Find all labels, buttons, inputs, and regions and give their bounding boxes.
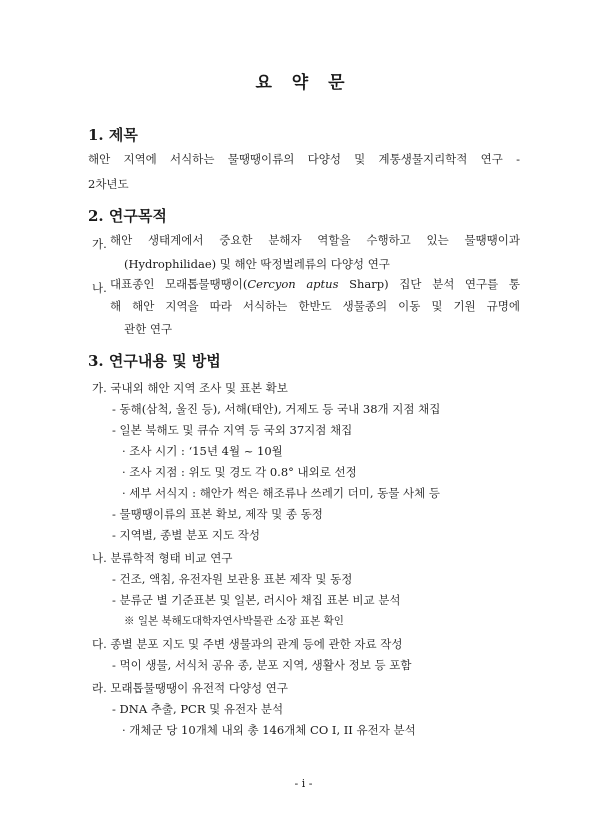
list-item-line [110,273,520,295]
list-item-line: 관한 연구 [124,322,173,336]
section-1-body-line: 2차년도 [88,177,129,191]
section-1-body-line: 해안 지역에 서식하는 물땡땡이류의 다양성 및 계통생물지리학적 연구 - [88,152,520,166]
list-item-line: (Hydrophilidae) 및 해안 딱정벌레류의 다양성 연구 [124,257,390,271]
content-line: 나. 분류학적 형태 비교 연구 [92,551,233,565]
text-span: Sharp) 집단 분석 연구를 통 [338,277,520,291]
list-marker: 가. [92,237,107,251]
content-line: - 물땡땡이류의 표본 확보, 제작 및 종 동정 [112,507,323,521]
section-3-heading: 3. 연구내용 및 방법 [88,352,221,370]
list-item-line: 해 해안 지역을 따라 서식하는 한반도 생물종의 이동 및 기원 규명에 [110,299,520,313]
content-line: - 먹이 생물, 서식처 공유 종, 분포 지역, 생활사 정보 등 포함 [112,658,412,672]
section-1-heading: 1. 제목 [88,126,138,144]
content-line: 다. 종별 분포 지도 및 주변 생물과의 관계 등에 관한 자료 작성 [92,637,403,651]
scientific-name: Cercyon aptus [247,277,339,291]
content-line: · 세부 서식지 : 해안가 썩은 해조류나 쓰레기 더미, 동물 사체 등 [122,486,441,500]
text-span: 대표종인 모래톱물땡땡이( [110,277,248,291]
content-line: - 건조, 액침, 유전자원 보관용 표본 제작 및 동정 [112,572,353,586]
content-line: 가. 국내외 해안 지역 조사 및 표본 확보 [92,381,288,395]
note-line: ※ 일본 북해도대학자연사박물관 소장 표본 확인 [124,615,344,627]
content-line: 라. 모래톱물땡땡이 유전적 다양성 연구 [92,681,289,695]
content-line: - 분류군 별 기준표본 및 일본, 러시아 채집 표본 비교 분석 [112,593,401,607]
page-title: 요 약 문 [255,73,352,93]
list-marker: 나. [92,281,107,295]
list-item-line: 해안 생태계에서 중요한 분해자 역할을 수행하고 있는 물땡땡이과 [110,233,520,247]
content-line: - DNA 추출, PCR 및 유전자 분석 [112,702,284,716]
content-line: · 조사 시기 : ‘15년 4월 ~ 10월 [122,444,283,458]
page-number: - i - [294,777,313,790]
section-2-heading: 2. 연구목적 [88,207,167,225]
content-line: · 조사 지점 : 위도 및 경도 각 0.8° 내외로 선정 [122,465,357,479]
content-line: · 개체군 당 10개체 내외 총 146개체 CO I, II 유전자 분석 [122,723,416,737]
content-line: - 지역별, 종별 분포 지도 작성 [112,528,261,542]
content-line: - 동해(삼척, 울진 등), 서해(태안), 거제도 등 국내 38개 지점 채집 [112,402,441,416]
content-line: - 일본 북해도 및 큐슈 지역 등 국외 37지점 채집 [112,423,353,437]
